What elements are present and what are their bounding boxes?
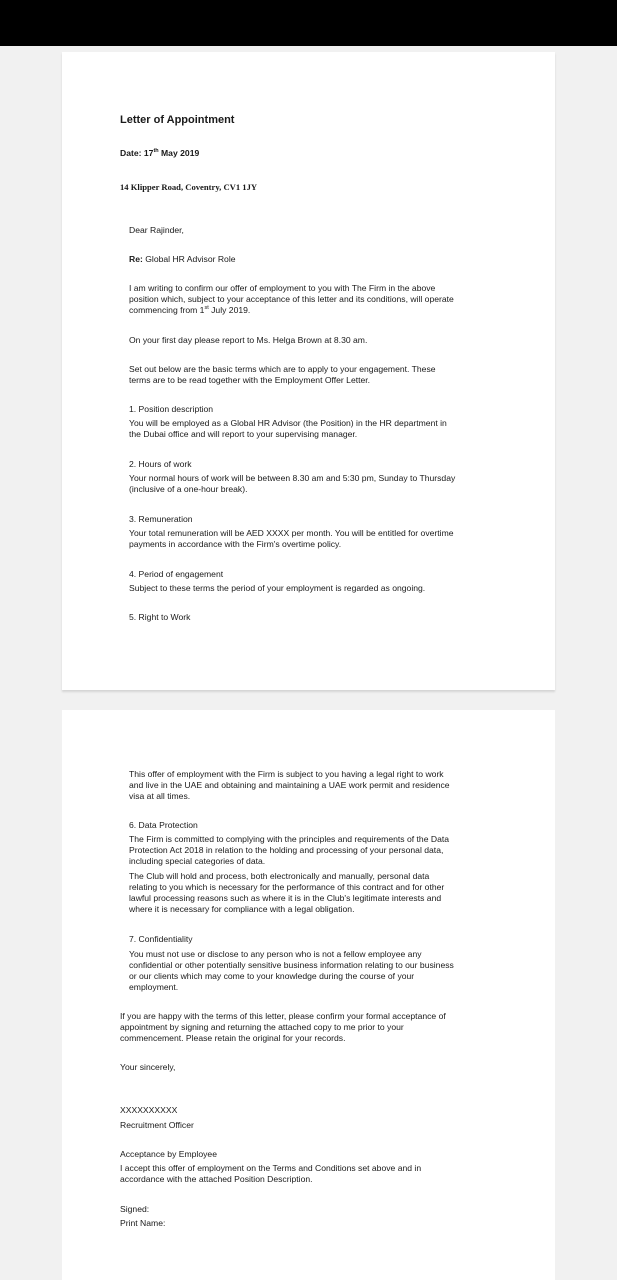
section-text: visa at all times. <box>129 791 191 801</box>
intro-line: commencing from 1st July 2019. <box>129 305 251 315</box>
document-page-1 <box>62 52 555 690</box>
section-text: or our clients which may come to your knowledge during the course of your <box>129 971 415 981</box>
acceptance-text: accordance with the attached Position Description. <box>120 1174 313 1184</box>
signatory-title: Recruitment Officer <box>120 1120 194 1130</box>
section-text: including special categories of data. <box>129 856 266 866</box>
intro-line: position which, subject to your acceptance of this letter and its conditions, will operate <box>129 294 454 304</box>
signed-label: Signed: <box>120 1204 150 1214</box>
section-text: where it is necessary for compliance with a legal obligation. <box>129 904 355 914</box>
terms-intro-line: terms are to be read together with the Employment Offer Letter. <box>129 375 371 385</box>
section-heading: 5. Right to Work <box>129 612 191 622</box>
acceptance-heading: Acceptance by Employee <box>120 1149 217 1159</box>
subject-line: Re: Global HR Advisor Role <box>129 254 236 264</box>
section-text: Protection Act 2018 in relation to the holding and processing of your personal data, <box>129 845 444 855</box>
intro-line: I am writing to confirm our offer of employment to you with The Firm in the above <box>129 283 436 293</box>
section-heading: 2. Hours of work <box>129 459 192 469</box>
greeting: Dear Rajinder, <box>129 225 184 235</box>
section-text: You will be employed as a Global HR Advisor (the Position) in the HR department in <box>129 418 447 428</box>
section-text: The Club will hold and process, both electronically and manually, personal data <box>129 871 430 881</box>
section-text: and live in the UAE and obtaining and maintaining a UAE work permit and residence <box>129 780 450 790</box>
section-heading: 1. Position description <box>129 404 214 414</box>
letter-title: Letter of Appointment <box>120 114 235 126</box>
document-page-2 <box>62 710 555 1280</box>
signatory-name: XXXXXXXXXX <box>120 1105 178 1115</box>
acceptance-text: I accept this offer of employment on the Terms and Conditions set above and in <box>120 1163 422 1173</box>
sign-off: Your sincerely, <box>120 1062 176 1072</box>
letter-address: 14 Klipper Road, Coventry, CV1 1JY <box>120 182 258 192</box>
section-heading: 7. Confidentiality <box>129 934 193 944</box>
first-day-text: On your first day please report to Ms. Helga Brown at 8.30 am. <box>129 335 368 345</box>
section-heading: 3. Remuneration <box>129 514 193 524</box>
section-text: This offer of employment with the Firm is subject to you having a legal right to work <box>129 769 444 779</box>
section-text: payments in accordance with the Firm's overtime policy. <box>129 539 342 549</box>
section-text: The Firm is committed to complying with the principles and requirements of the Data <box>129 834 450 844</box>
print-name-label: Print Name: <box>120 1218 166 1228</box>
terms-intro-line: Set out below are the basic terms which are to apply to your engagement. These <box>129 364 436 374</box>
closing-text: commencement. Please retain the original for your records. <box>120 1033 346 1043</box>
section-text: (inclusive of a one-hour break). <box>129 484 248 494</box>
section-text: relating to you which is necessary for the performance of this contract and for other <box>129 882 445 892</box>
closing-text: If you are happy with the terms of this letter, please confirm your formal acceptance of <box>120 1011 446 1021</box>
section-text: You must not use or disclose to any person who is not a fellow employee any <box>129 949 422 959</box>
top-bar <box>0 0 617 46</box>
closing-text: appointment by signing and returning the attached copy to me prior to your <box>120 1022 404 1032</box>
section-text: Subject to these terms the period of your employment is regarded as ongoing. <box>129 583 426 593</box>
section-heading: 4. Period of engagement <box>129 569 224 579</box>
section-text: lawful processing reasons such as where it is in the Club's legitimate interests and <box>129 893 442 903</box>
section-text: Your normal hours of work will be between 8.30 am and 5:30 pm, Sunday to Thursday <box>129 473 456 483</box>
letter-date: Date: 17th May 2019 <box>120 148 200 158</box>
section-heading: 6. Data Protection <box>129 820 198 830</box>
section-text: employment. <box>129 982 179 992</box>
section-text: confidential or other potentially sensitive business information relating to our business <box>129 960 454 970</box>
section-text: Your total remuneration will be AED XXXX per month. You will be entitled for overtime <box>129 528 454 538</box>
section-text: the Dubai office and will report to your supervising manager. <box>129 429 358 439</box>
